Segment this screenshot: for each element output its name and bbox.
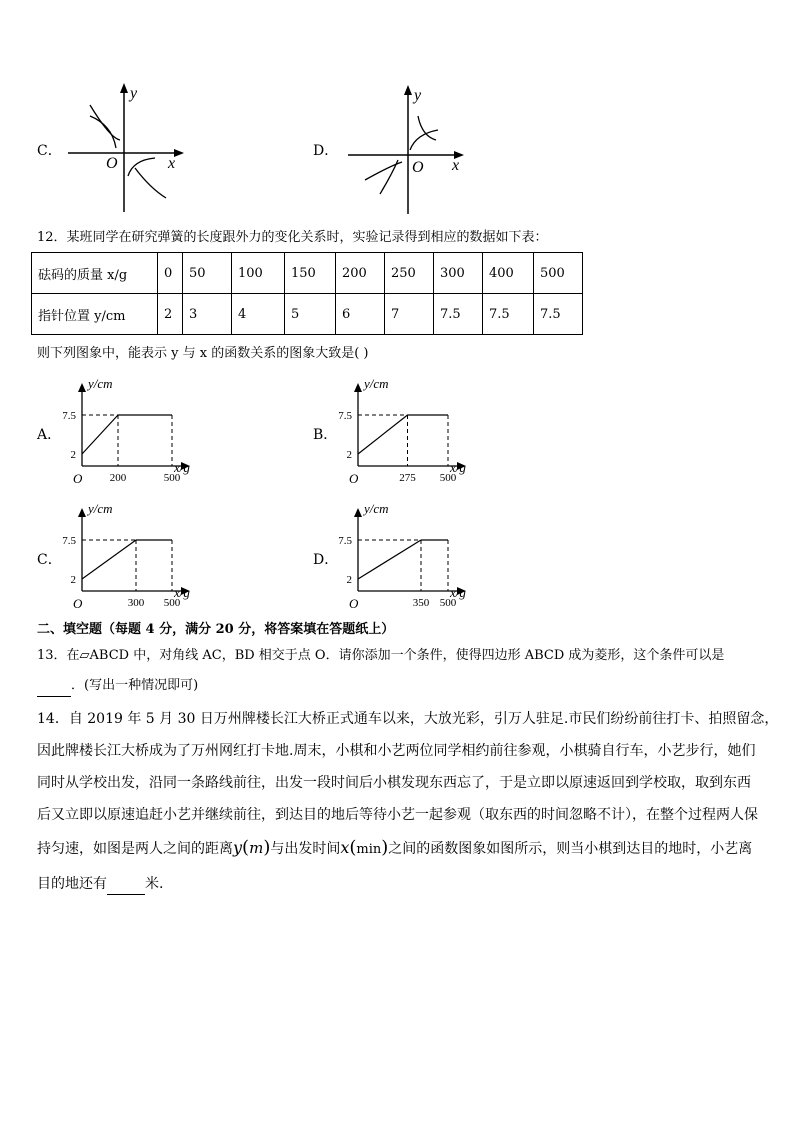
q14-line5-part3: 之间的函数图象如图所示，则当小棋到达目的地时，小艺离: [388, 841, 753, 857]
section-heading: 二、填空题（每题 4 分，满分 20 分，将答案填在答题纸上）: [37, 622, 395, 637]
table-cell: 7.5: [534, 294, 583, 335]
table-cell: 7.5: [434, 294, 483, 335]
q14-line6-part2: 米.: [145, 876, 164, 892]
tick-label-x-end: 500: [439, 597, 457, 609]
hyperbola-branch-upper-2: [90, 116, 116, 148]
graph-option-a: [60, 374, 200, 490]
tick-label-x-end: 500: [163, 597, 181, 609]
x-label: x: [168, 155, 176, 172]
unit-min: min: [356, 842, 382, 857]
y-axis-label: y/cm: [364, 376, 389, 391]
q13-line2: [37, 676, 198, 697]
origin-label: O: [412, 159, 424, 176]
tick-label-y-top: 7.5: [338, 410, 352, 422]
tick-label-y-top: 7.5: [62, 410, 76, 422]
tick-label-x-end: 500: [439, 472, 457, 484]
option-d-label: D．: [313, 143, 339, 159]
hyperbola-branch-lower-2: [128, 158, 155, 176]
hyperbola-branch-upper: [90, 105, 120, 140]
y-label: y: [130, 85, 138, 102]
q14-line5: 持匀速，如图是两人之间的距离y(m)与出发时间x(min)之间的函数图象如图所示，则当小棋到达目的地时，小艺离: [37, 837, 753, 858]
table-cell: 200: [336, 253, 385, 294]
table-head: 指针位置 y/cm: [32, 294, 158, 335]
tick-label-x-end: 500: [163, 472, 181, 484]
y-axis-arrow: [78, 508, 86, 517]
table-cell: 400: [483, 253, 534, 294]
option-d-graph-label: D．: [313, 552, 339, 568]
tick-label-x-turn: 200: [109, 472, 127, 484]
var-y: y: [233, 838, 243, 857]
y-axis-label: y/cm: [88, 376, 113, 391]
q14-line1: 14．自 2019 年 5 月 30 日万州牌楼长江大桥正式通车以来，大放光彩，引万人驻足.市民们纷纷前往打卡、拍照留念，: [37, 711, 779, 727]
q14-line5-part2: 与出发时间: [270, 841, 341, 857]
y-label: y: [414, 87, 422, 104]
tick-label-y-top: 7.5: [338, 535, 352, 547]
table-cell: 6: [336, 294, 385, 335]
answer-blank[interactable]: [37, 676, 71, 697]
y-axis-arrow: [354, 383, 362, 392]
q14-line6: [37, 874, 163, 895]
table-cell: 0: [158, 253, 183, 294]
table-cell: 250: [385, 253, 434, 294]
table-cell: 3: [183, 294, 232, 335]
y-axis-label: y/cm: [88, 501, 113, 516]
origin-label: O: [73, 471, 83, 486]
q12-stem: 12．某班同学在研究弹簧的长度跟外力的变化关系时，实验记录得到相应的数据如下表：: [37, 230, 548, 245]
q14-line5-part1: 持匀速，如图是两人之间的距离: [37, 841, 233, 857]
table-head: 砝码的质量 x/g: [32, 253, 158, 294]
rising-segment: [82, 415, 118, 454]
tick-label-y-start: 2: [70, 574, 76, 586]
graph-d: [340, 82, 470, 217]
table-row-mass: [32, 253, 583, 294]
y-axis-arrow: [404, 85, 412, 95]
tick-label-y-start: 2: [346, 449, 352, 461]
origin-label: O: [349, 596, 359, 611]
q14-line2: 因此牌楼长江大桥成为了万州网红打卡地.周末，小棋和小艺两位同学相约前往参观，小棋骑自行车，小艺步行，她们: [37, 743, 756, 759]
table-cell: 150: [285, 253, 336, 294]
y-axis-arrow: [120, 83, 128, 93]
origin-label: O: [73, 596, 83, 611]
rising-segment: [358, 415, 408, 454]
origin-label: O: [349, 471, 359, 486]
option-c-label: C．: [37, 143, 62, 159]
q12-question: 则下列图象中，能表示 y 与 x 的函数关系的图象大致是( ): [37, 346, 369, 361]
table-cell: 2: [158, 294, 183, 335]
table-cell: 7.5: [483, 294, 534, 335]
hyperbola-branch-lower: [135, 168, 166, 198]
table-row-position: [32, 294, 583, 335]
graph-option-c: [60, 499, 200, 615]
tick-label-x-turn: 350: [412, 597, 430, 609]
origin-label: O: [106, 155, 118, 172]
y-axis-arrow: [354, 508, 362, 517]
table-cell: 4: [232, 294, 285, 335]
tick-label-y-top: 7.5: [62, 535, 76, 547]
table-cell: 5: [285, 294, 336, 335]
tick-label-y-start: 2: [346, 574, 352, 586]
table-cell: 500: [534, 253, 583, 294]
table-cell: 50: [183, 253, 232, 294]
graph-option-d: [336, 499, 476, 615]
table-cell: 300: [434, 253, 483, 294]
rising-segment: [82, 540, 136, 579]
var-x: x: [340, 838, 350, 857]
table-cell: 100: [232, 253, 285, 294]
rising-segment: [358, 540, 421, 579]
y-axis-label: y/cm: [364, 501, 389, 516]
tick-label-x-turn: 275: [399, 472, 416, 484]
graph-c: [60, 80, 190, 215]
tick-label-y-start: 2: [70, 449, 76, 461]
x-axis-label: x/g: [450, 585, 466, 600]
x-axis-arrow: [174, 149, 184, 157]
data-table: [31, 252, 583, 335]
x-label: x: [452, 157, 460, 174]
q14-line4: 后又立即以原速追赶小艺并继续前往，到达目的地后等待小艺一起参观（取东西的时间忽略不计），在整个过程两人保: [37, 807, 758, 823]
graph-option-b: [336, 374, 476, 490]
x-axis-label: x/g: [174, 460, 190, 475]
q14-line3: 同时从学校出发，沿同一条路线前往，出发一段时间后小棋发现东西忘了，于是立即以原速返回到学校取，取到东西: [37, 775, 751, 791]
y-axis-arrow: [78, 383, 86, 392]
tick-label-x-turn: 300: [127, 597, 145, 609]
x-axis-label: x/g: [450, 460, 466, 475]
option-b-label: B．: [313, 427, 338, 443]
q14-line6-part1: 目的地还有: [37, 876, 107, 892]
unit-m: m: [249, 839, 264, 857]
q13-line2-text: ．(写出一种情况即可): [71, 678, 199, 693]
table-cell: 7: [385, 294, 434, 335]
x-axis-label: x/g: [174, 585, 190, 600]
q13-line1: 13．在▱ABCD 中，对角线 AC，BD 相交于点 O．请你添加一个条件，使得四边形 ABCD 成为菱形，这个条件可以是: [37, 648, 725, 663]
hyperbola-branch-lower-2: [380, 160, 398, 194]
hyperbola-branch-upper: [410, 130, 438, 150]
option-c-graph-label: C．: [37, 552, 62, 568]
answer-blank[interactable]: [107, 874, 145, 895]
option-a-label: A．: [37, 427, 62, 443]
